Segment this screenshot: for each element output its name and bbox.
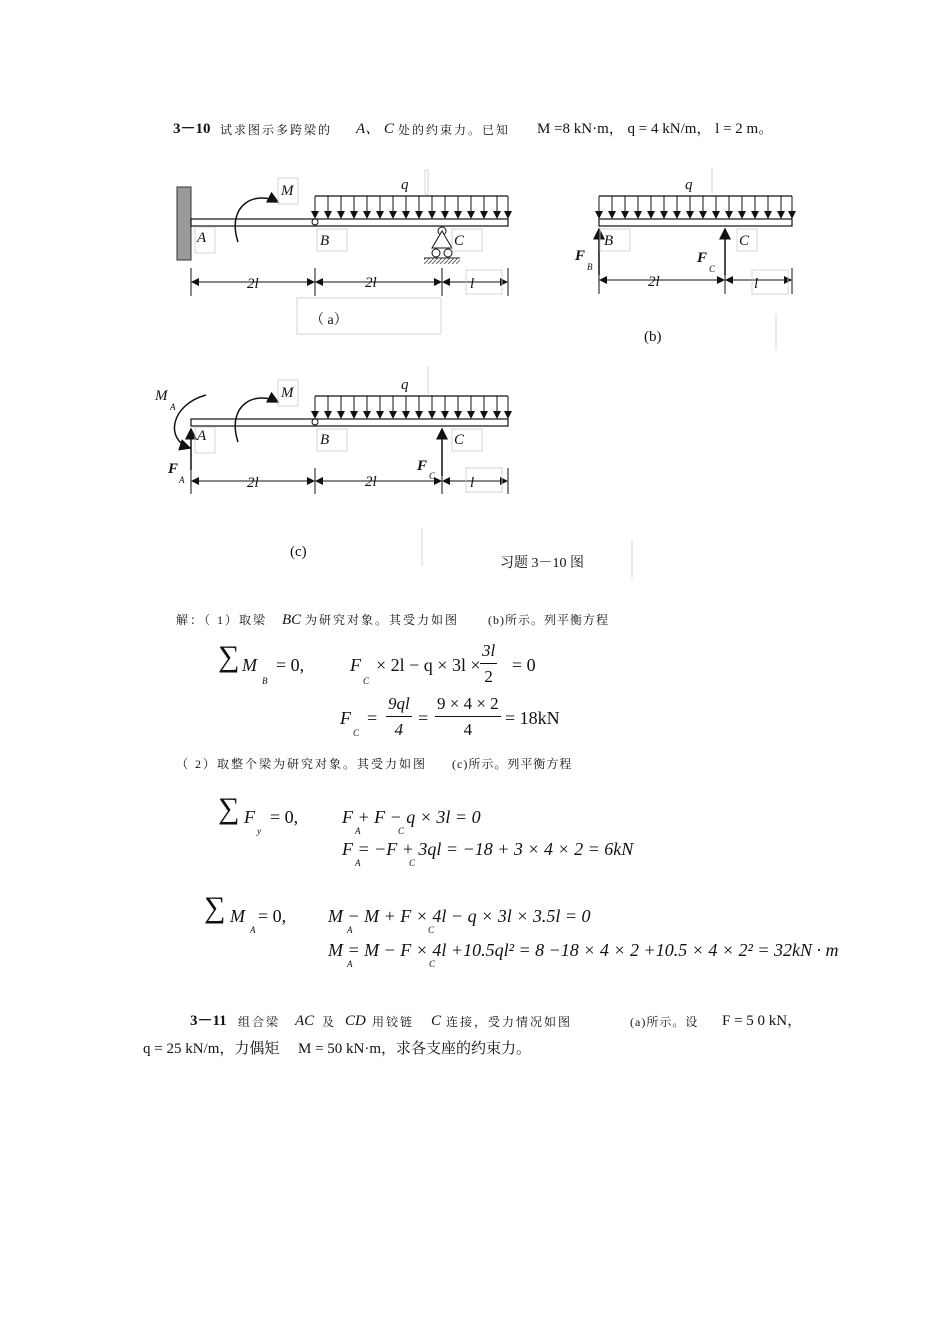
problem-311-number: 3－11 (190, 1013, 227, 1029)
dim-l-a: l (470, 276, 475, 292)
label-M-c: M (281, 385, 294, 401)
label-M: M (281, 183, 294, 199)
dim-l-b: l (754, 276, 759, 292)
label-FA: F (168, 461, 179, 477)
problem-311-ac: AC (295, 1013, 315, 1029)
eq3-lhs: F (244, 807, 255, 827)
step-2: （ 2）取整个梁为研究对象。其受力如图 (176, 757, 428, 771)
label-FC-c-sub: C (429, 471, 436, 481)
problem-311-text: 组合梁 (238, 1015, 281, 1029)
dim-2l-c1: 2l (247, 475, 259, 491)
solution-intro: 解：（ 1）取梁 (176, 613, 268, 627)
dim-2l-a1: 2l (247, 276, 259, 292)
eq2-fraction-2: $\frac{9 \times 4 \times 2}{4}$ (437, 694, 499, 739)
label-q-c: q (401, 377, 409, 393)
eq3-rhs: = 0, (270, 807, 299, 827)
eq1-end: = 0 (512, 655, 536, 675)
problem-311-text-2: 用铰链 (372, 1015, 415, 1029)
eq4-sub-c: C (409, 858, 416, 868)
label-MA: M (155, 388, 168, 404)
eq6-sub-a: A (347, 959, 353, 969)
eq1-lhs: M (242, 655, 257, 675)
eq2-eq: = (367, 708, 378, 728)
figure-caption: 习题 3－10 图 (500, 556, 584, 571)
solution-intro-3: (b)所示。列平衡方程 (488, 613, 609, 627)
problem-text: 试求图示多跨梁的 (220, 123, 333, 137)
sum-symbol-1: ∑ (218, 640, 240, 673)
label-B-c: B (320, 432, 330, 448)
eq5-sub-c: C (428, 925, 435, 935)
caption-a: （ a） (310, 313, 348, 328)
dim-l-c: l (470, 475, 475, 491)
eq5-rhs: = 0, (258, 906, 287, 926)
label-FB: F (575, 248, 586, 264)
dim-2l-b: 2l (648, 274, 660, 290)
label-B: B (320, 233, 330, 249)
problem-311-c: C (431, 1013, 442, 1029)
figure-b (599, 196, 792, 294)
label-FC: F (697, 250, 708, 266)
caption-b: (b) (644, 329, 662, 345)
problem-number: 3－10 (173, 121, 211, 137)
label-C-b: C (739, 233, 750, 249)
eq3-sub-a: A (355, 826, 361, 836)
solution-bc: BC (282, 612, 302, 628)
label-q-b: q (685, 177, 693, 193)
problem-text-2: 处的约束力。已知 (398, 123, 511, 137)
sum-symbol-3: ∑ (204, 891, 226, 924)
eq5-sub-a: A (347, 925, 353, 935)
dim-2l-c2: 2l (365, 474, 377, 490)
label-A-c: A (197, 428, 207, 444)
eq2-end: = 18kN (505, 708, 560, 728)
step-2b: (c)所示。列平衡方程 (452, 757, 573, 771)
caption-c: (c) (290, 544, 307, 560)
label-FB-sub: B (587, 262, 593, 272)
eq1-body: × 2l − q × 3l × (376, 655, 481, 675)
label-C-c: C (454, 432, 465, 448)
given-values: M =8 kN·m， q = 4 kN/m， l = 2 m。 (537, 121, 774, 137)
label-B-b: B (604, 233, 614, 249)
eq5-lhs: M (230, 906, 245, 926)
eq4-sub-a: A (355, 858, 361, 868)
eq6-sub-c: C (429, 959, 436, 969)
eq5-body: M − M + F × 4l − q × 3l × 3.5l = 0 (328, 906, 591, 926)
problem-311-cd: CD (345, 1013, 366, 1029)
eq3-body: F + F − q × 3l = 0 (342, 807, 481, 827)
label-FC-c: F (417, 458, 428, 474)
eq1-rhs: = 0, (276, 655, 305, 675)
eq3-sub-c: C (398, 826, 405, 836)
label-A: A (197, 230, 207, 246)
eq6-body: M = M − F × 4l +10.5ql² = 8 −18 × 4 × 2 +10.5 × 4 × 2² = 32kN · m (328, 940, 839, 960)
eq1-fraction: $\frac{3l}{2}$ (482, 641, 496, 686)
problem-311-and: 及 (322, 1015, 335, 1029)
eq2-lhs: F (340, 708, 351, 728)
eq2-sub: C (353, 728, 360, 738)
eq1-body-f: F (350, 655, 361, 675)
problem-311-moment: M = 50 kN·m，求各支座的约束力。 (298, 1041, 532, 1057)
eq1-body-sub: C (363, 676, 370, 686)
dim-2l-a2: 2l (365, 275, 377, 291)
solution-intro-2: 为研究对象。其受力如图 (305, 613, 460, 627)
problem-points: A、 C (356, 121, 394, 137)
label-FC-sub: C (709, 264, 716, 274)
problem-311-line2: q = 25 kN/m，力偶矩 (143, 1041, 280, 1057)
label-q: q (401, 177, 409, 193)
eq5-sub: A (250, 925, 256, 935)
label-MA-sub: A (170, 402, 176, 412)
label-FA-sub: A (179, 475, 185, 485)
sum-symbol-2: ∑ (218, 792, 240, 825)
eq2-eq-2: = (418, 708, 429, 728)
eq4-body: F = −F + 3ql = −18 + 3 × 4 × 2 = 6kN (342, 839, 634, 859)
beam-figures (0, 0, 950, 600)
label-C: C (454, 233, 465, 249)
problem-311-force: F = 5 0 kN， (722, 1013, 803, 1029)
eq2-fraction-1: $\frac{9ql}{4}$ (388, 694, 410, 739)
problem-311-text-3: 连接，受力情况如图 (446, 1015, 573, 1029)
problem-311-text-4: (a)所示。设 (630, 1015, 699, 1029)
eq1-sub: B (262, 676, 268, 686)
eq3-sub: y (257, 826, 261, 836)
